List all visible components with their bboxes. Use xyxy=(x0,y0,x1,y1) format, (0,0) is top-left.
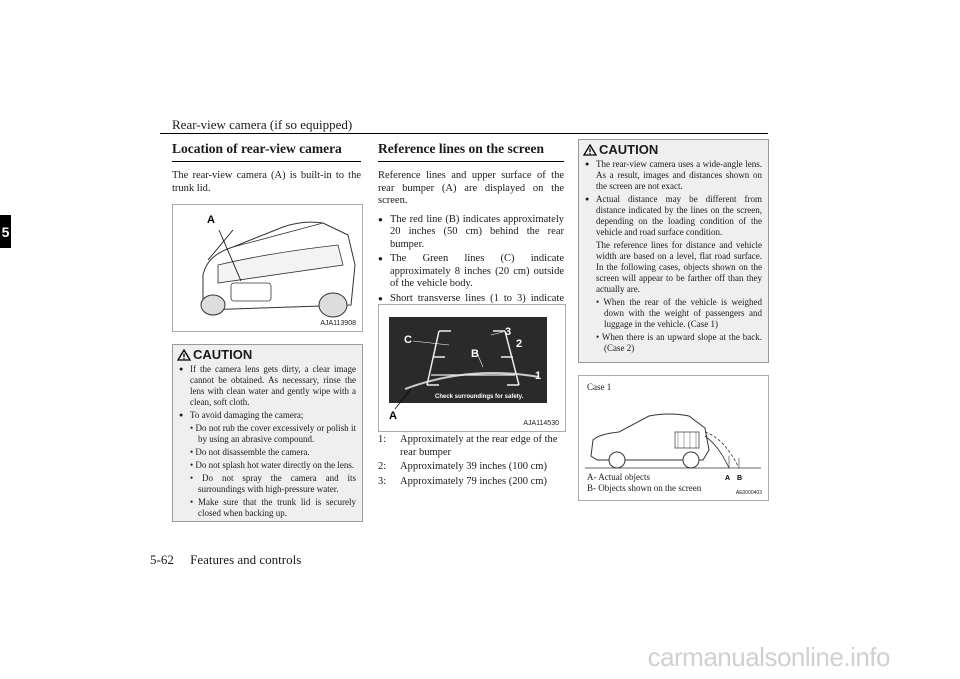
caution-sub-item: • When the rear of the vehicle is weighed down with the weight of passengers and luggage in the vehicle. (Case 1) xyxy=(596,297,762,329)
figure-label-2: 2 xyxy=(516,338,523,350)
section-title-location: Location of rear-view camera xyxy=(172,141,361,162)
case-label: Case 1 xyxy=(587,382,612,392)
distance-list xyxy=(378,434,564,490)
case-1-figure xyxy=(578,375,769,501)
list-item: 1: Approximately at the rear edge of the rear bumper xyxy=(378,434,558,458)
figure-label-1: 1 xyxy=(535,370,542,382)
screen-message: Check surroundings for safety. xyxy=(435,394,524,400)
list-item: 3: Approximately 79 inches (200 cm) xyxy=(378,475,547,487)
figure-id: AJA113908 xyxy=(320,320,356,327)
caution-header xyxy=(579,140,768,159)
reference-bullet: ● The red line (B) indicates approximately 20 inches (50 cm) behind the rear bumper. xyxy=(378,214,564,252)
watermark: carmanualsonline.info xyxy=(647,642,890,672)
case-legend xyxy=(587,472,701,494)
caution-sub-item: • Do not disassemble the camera. xyxy=(190,447,310,457)
caution-bullet: ● To avoid damaging the camera; xyxy=(179,410,356,421)
figure-label-b: B xyxy=(737,475,743,482)
figure-label-3: 3 xyxy=(505,326,512,338)
camera-screen-illustration xyxy=(379,305,565,431)
page-footer xyxy=(150,552,301,568)
reference-body: Reference lines and upper surface of the rear bumper (A) are displayed on the screen. xyxy=(378,170,564,206)
caution-sub-item: • Do not spray the camera and its surroundings with high-pressure water. xyxy=(190,473,356,494)
figure-label-a: A xyxy=(725,475,731,482)
caution-box-camera xyxy=(172,344,363,522)
figure-label-c: C xyxy=(404,334,412,346)
chapter-tab: 5 xyxy=(0,215,11,248)
caution-heading: CAUTION xyxy=(599,142,659,157)
legend-b: B- Objects shown on the screen xyxy=(587,483,702,493)
figure-id: AJA114530 xyxy=(523,420,559,427)
page-number: 5-62 xyxy=(150,552,174,567)
legend-a: A- Actual objects xyxy=(587,472,650,482)
caution-bullet: ● Actual distance may be different from distance indicated by the lines on the screen, depending on the loading condition of the vehicle and road surface condition. xyxy=(585,194,762,238)
figure-id: AE0000403 xyxy=(735,490,762,496)
caution-box-screen xyxy=(578,139,769,363)
section-title-reference-lines: Reference lines on the screen xyxy=(378,141,564,162)
warning-triangle-icon xyxy=(177,349,191,361)
rear-camera-location-figure xyxy=(172,204,363,332)
list-item: 2: Approximately 39 inches (100 cm) xyxy=(378,461,547,472)
caution-sub-item: • Make sure that the trunk lid is securely closed when backing up. xyxy=(190,497,356,518)
car-rear-illustration xyxy=(173,205,362,331)
caution-sub-item: • Do not rub the cover excessively or polish it by using an abrasive compound. xyxy=(190,423,356,444)
header-rule xyxy=(160,133,768,134)
caution-header xyxy=(173,345,362,364)
caution-heading: CAUTION xyxy=(193,347,253,362)
reference-lines-figure xyxy=(378,304,566,432)
location-body: The rear-view camera (A) is built-in to the trunk lid. xyxy=(172,170,361,194)
caution-bullet: ● If the camera lens gets dirty, a clear image cannot be obtained. As necessary, rinse the lens with clean water and gently wipe with a clean, soft cloth. xyxy=(179,364,356,408)
warning-triangle-icon xyxy=(583,144,597,156)
column-1 xyxy=(172,141,361,195)
running-header: Rear-view camera (if so equipped) xyxy=(172,117,353,132)
reference-bullet: ● Short transverse lines (1 to 3) indicate xyxy=(378,293,564,318)
figure-label-a: A xyxy=(207,214,215,226)
figure-label-b: B xyxy=(471,348,479,360)
caution-bullet: ● The rear-view camera uses a wide-angle lens. As a result, images and distances shown on the screen are not exact. xyxy=(585,159,762,192)
figure-label-a: A xyxy=(389,410,397,422)
caution-sub-item: • Do not splash hot water directly on the lens. xyxy=(190,460,355,470)
section-name: Features and controls xyxy=(190,552,302,567)
column-2 xyxy=(378,141,564,320)
caution-sub-item: • When there is an upward slope at the back. (Case 2) xyxy=(596,332,762,353)
reference-bullet: ● The Green lines (C) indicate approximately 8 inches (20 cm) outside of the vehicle body. xyxy=(378,253,564,291)
caution-paragraph: The reference lines for distance and vehicle width are based on a level, flat road surface. In the following cases, objects shown on the screen will appear to be farther off than they actually are. xyxy=(596,240,762,294)
